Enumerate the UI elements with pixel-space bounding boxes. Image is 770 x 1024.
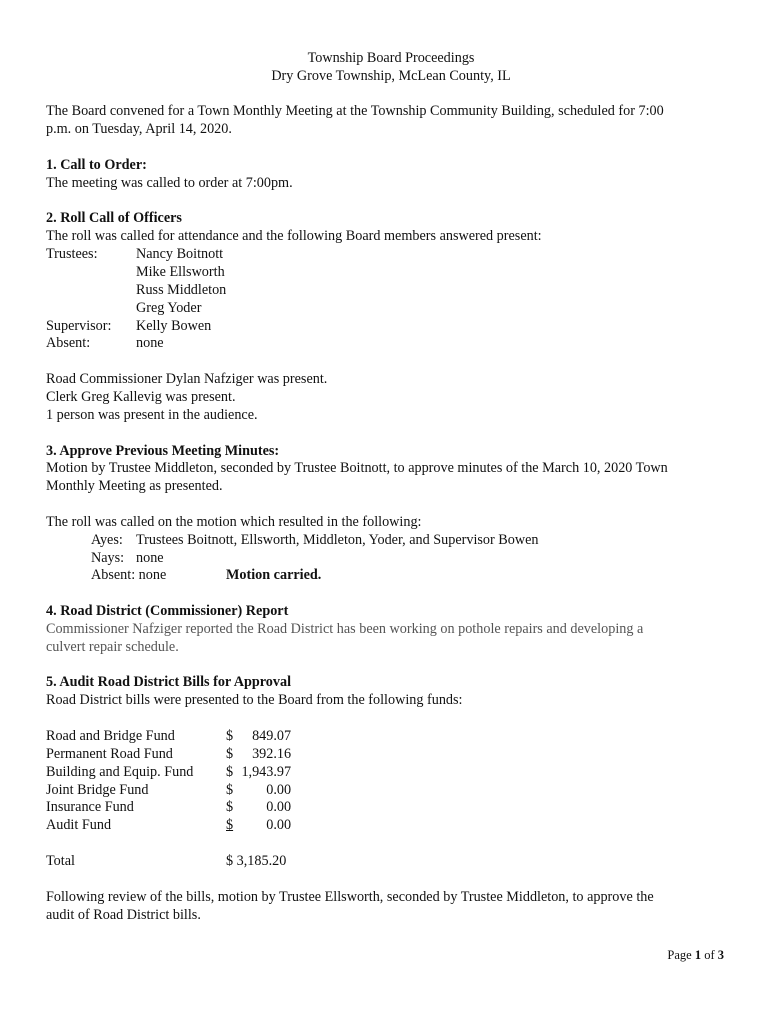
section-4-heading: 4. Road District (Commissioner) Report [46,603,289,619]
currency-symbol: $ [226,746,234,762]
section-5-heading: 5. Audit Road District Bills for Approval [46,674,292,690]
fund-amount [226,763,291,781]
fund-name: Audit Fund [46,817,112,833]
total-label: Total [46,853,75,869]
intro-line-2: p.m. on Tuesday, April 14, 2020. [46,121,232,137]
absent-value: none [136,335,164,351]
currency-symbol: $ [226,817,234,833]
section-5-text: Road District bills were presented to the Board from the following funds: [46,692,463,708]
fund-amount [226,727,291,745]
section-5-follow-2: audit of Road District bills. [46,907,201,923]
motion-result: Motion carried. [226,567,322,583]
section-5-follow-1: Following review of the bills, motion by Trustee Ellsworth, seconded by Trustee Middleton, to approve the [46,889,654,905]
attendance-note: 1 person was present in the audience. [46,407,258,423]
amount-value: 1,943.97 [241,764,292,780]
fund-name: Building and Equip. Fund [46,764,194,780]
document-subtitle: Dry Grove Township, McLean County, IL [271,68,511,84]
nays-value: none [136,550,164,566]
fund-name: Insurance Fund [46,799,134,815]
fund-amount [226,816,291,834]
roll-call-text: The roll was called on the motion which resulted in the following: [46,514,422,530]
intro-line-1: The Board convened for a Town Monthly Meeting at the Township Community Building, scheduled for 7:00 [46,103,664,119]
section-4-line-2: culvert repair schedule. [46,639,179,655]
currency-symbol: $ [226,728,234,744]
section-1-text: The meeting was called to order at 7:00pm. [46,175,293,191]
currency-symbol: $ [226,782,234,798]
amount-value: 0.00 [266,817,292,833]
trustee-name: Nancy Boitnott [136,246,224,262]
page-number [667,946,724,964]
trustee-name: Mike Ellsworth [136,264,225,280]
current-page: 1 [694,948,702,962]
supervisor-name: Kelly Bowen [136,318,212,334]
trustee-name: Russ Middleton [136,282,227,298]
fund-name: Joint Bridge Fund [46,782,149,798]
document-title: Township Board Proceedings [307,50,475,66]
section-4-line-1: Commissioner Nafziger reported the Road District has been working on pothole repairs and developing a [46,621,644,637]
supervisor-label: Supervisor: [46,318,112,334]
amount-value: 0.00 [266,799,292,815]
section-1-heading: 1. Call to Order: [46,157,147,173]
total-amount: $ 3,185.20 [226,853,287,869]
fund-name: Road and Bridge Fund [46,728,175,744]
amount-value: 392.16 [252,746,292,762]
absent-vote: Absent: none [91,567,167,583]
nays-label: Nays: [91,550,125,566]
section-3-line-2: Monthly Meeting as presented. [46,478,223,494]
fund-amount [226,798,291,816]
attendance-note: Clerk Greg Kallevig was present. [46,389,236,405]
section-2-text: The roll was called for attendance and the following Board members answered present: [46,228,542,244]
section-3-heading: 3. Approve Previous Meeting Minutes: [46,443,280,459]
amount-value: 0.00 [266,782,292,798]
section-2-heading: 2. Roll Call of Officers [46,210,182,226]
absent-label: Absent: [46,335,91,351]
ayes-label: Ayes: [91,532,123,548]
currency-symbol: $ [226,764,234,780]
section-3-line-1: Motion by Trustee Middleton, seconded by Trustee Boitnott, to approve minutes of the March 10, 2020 Town [46,460,668,476]
trustee-name: Greg Yoder [136,300,202,316]
page-word: Page [667,948,692,962]
fund-amount [226,781,291,799]
trustees-label: Trustees: [46,246,98,262]
amount-value: 849.07 [252,728,292,744]
ayes-value: Trustees Boitnott, Ellsworth, Middleton, Yoder, and Supervisor Bowen [136,532,539,548]
fund-amount [226,745,291,763]
total-pages: 3 [717,948,724,962]
of-word: of [704,948,715,962]
currency-symbol: $ [226,799,234,815]
fund-name: Permanent Road Fund [46,746,173,762]
attendance-note: Road Commissioner Dylan Nafziger was present. [46,371,328,387]
